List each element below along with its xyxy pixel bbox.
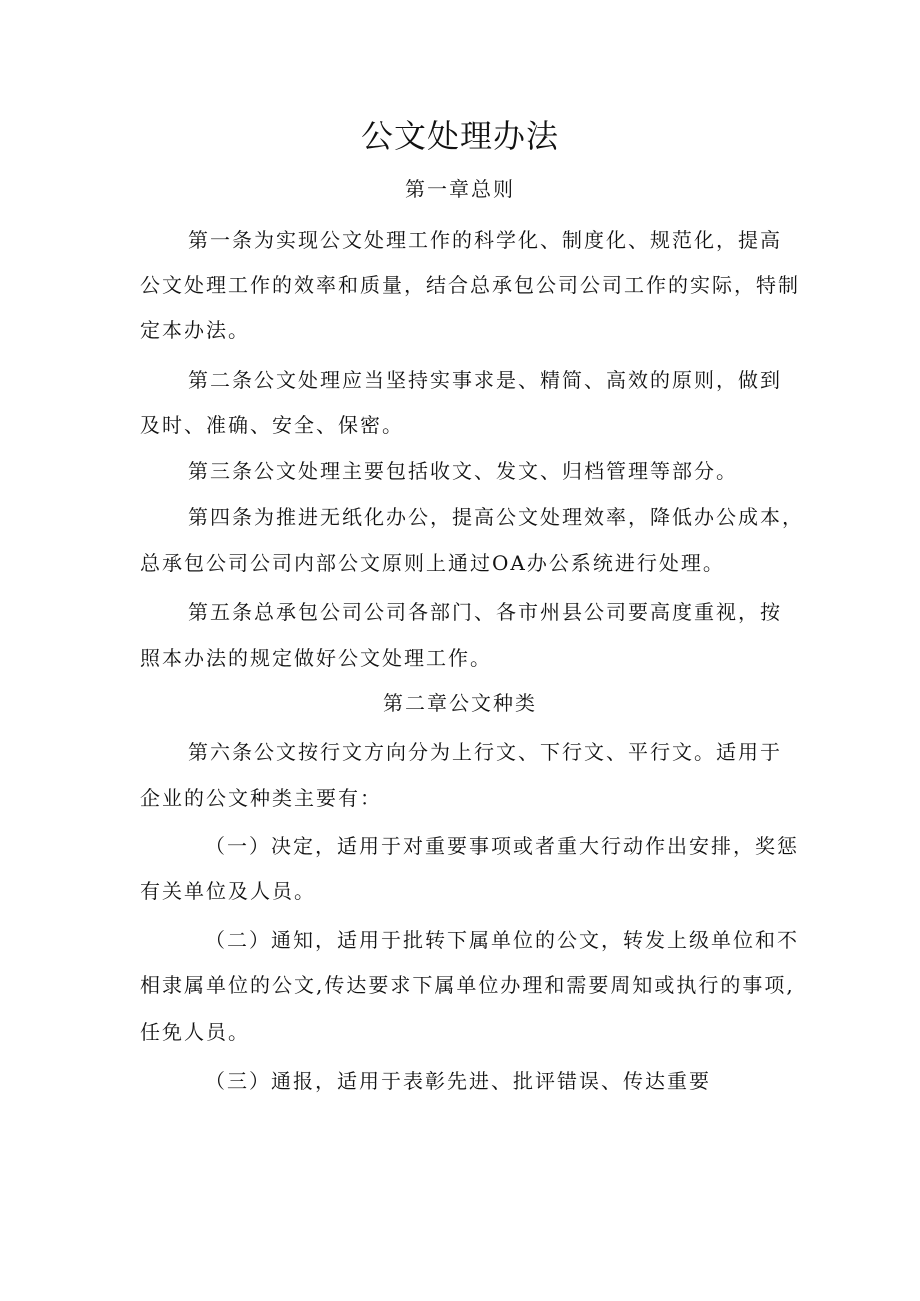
item-2-line-1: （二）通知，适用于批转下属单位的公文，转发上级单位和不 [205, 928, 799, 952]
item-1-line-2: 有关单位及人员。 [140, 879, 316, 903]
article-5-line-1: 第五条总承包公司公司各部门、各市州县公司要高度重视，按 [188, 600, 782, 624]
item-3-line-1: （三）通报，适用于表彰先进、批评错误、传达重要 [205, 1069, 711, 1093]
article-6-line-1: 第六条公文按行文方向分为上行文、下行文、平行文。适用于 [188, 740, 782, 764]
article-4-line-1: 第四条为推进无纸化办公，提高公文处理效率，降低办公成本， [188, 505, 804, 529]
article-4-line-2: 总承包公司公司内部公文原则上通过OA办公系统进行处理。 [140, 551, 725, 575]
article-2-line-1: 第二条公文处理应当坚持实事求是、精简、高效的原则，做到 [188, 368, 782, 392]
item-2-line-3: 任免人员。 [140, 1020, 250, 1044]
article-1-line-2: 公文处理工作的效率和质量，结合总承包公司公司工作的实际，特制 [140, 273, 800, 297]
article-1-line-3: 定本办法。 [140, 318, 250, 342]
item-1-line-1: （一）决定，适用于对重要事项或者重大行动作出安排，奖惩 [205, 834, 799, 858]
chapter-2-heading: 第二章公文种类 [383, 691, 537, 715]
article-6-line-2: 企业的公文种类主要有： [140, 786, 382, 810]
item-2-line-2: 相隶属单位的公文,传达要求下属单位办理和需要周知或执行的事项, [140, 973, 795, 997]
article-2-line-2: 及时、准确、安全、保密。 [140, 413, 404, 437]
article-5-line-2: 照本办法的规定做好公文处理工作。 [140, 646, 492, 670]
article-1-line-1: 第一条为实现公文处理工作的科学化、制度化、规范化，提高 [188, 228, 782, 252]
document-title: 公文处理办法 [360, 117, 559, 155]
chapter-1-heading: 第一章总则 [405, 177, 515, 201]
article-3-line-1: 第三条公文处理主要包括收文、发文、归档管理等部分。 [188, 459, 738, 483]
